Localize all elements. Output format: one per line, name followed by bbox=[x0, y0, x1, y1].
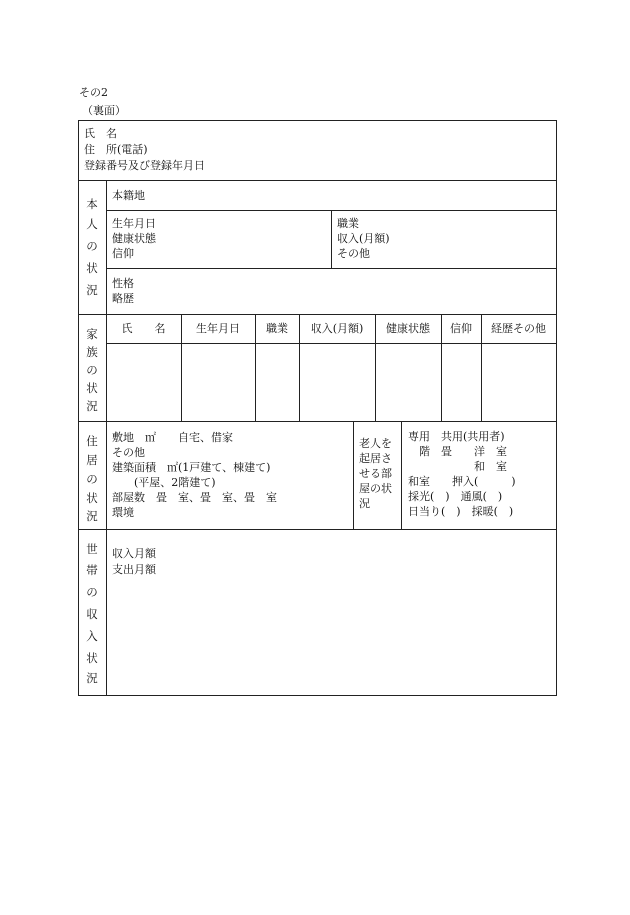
column-header: 健康状態 bbox=[386, 322, 430, 335]
column-header: 職業 bbox=[266, 322, 288, 335]
column-header: 氏 名 bbox=[121, 322, 166, 335]
address-label: 住 所(電話) bbox=[84, 143, 148, 156]
faith-label: 信仰 bbox=[112, 247, 134, 260]
column-header: 収入(月額) bbox=[310, 322, 364, 335]
history-label: 略歴 bbox=[112, 292, 134, 305]
expense-monthly-label: 支出月額 bbox=[112, 563, 156, 576]
income-label: 収入(月額) bbox=[337, 232, 390, 245]
page-label: その2 bbox=[79, 86, 108, 99]
column-header: 生年月日 bbox=[196, 322, 240, 335]
occupation-label: 職業 bbox=[337, 217, 359, 230]
birthdate-label: 生年月日 bbox=[112, 217, 156, 230]
column-header: 経歴その他 bbox=[491, 322, 546, 335]
column-header: 信仰 bbox=[450, 322, 472, 335]
other-label: その他 bbox=[337, 247, 370, 260]
honseki-label: 本籍地 bbox=[112, 189, 145, 202]
personality-label: 性格 bbox=[112, 277, 134, 290]
side-label: （裏面） bbox=[82, 104, 126, 117]
name-label: 氏 名 bbox=[84, 127, 117, 140]
registration-label: 登録番号及び登録年月日 bbox=[84, 159, 205, 172]
income-monthly-label: 収入月額 bbox=[112, 547, 156, 560]
health-label: 健康状態 bbox=[112, 232, 156, 245]
